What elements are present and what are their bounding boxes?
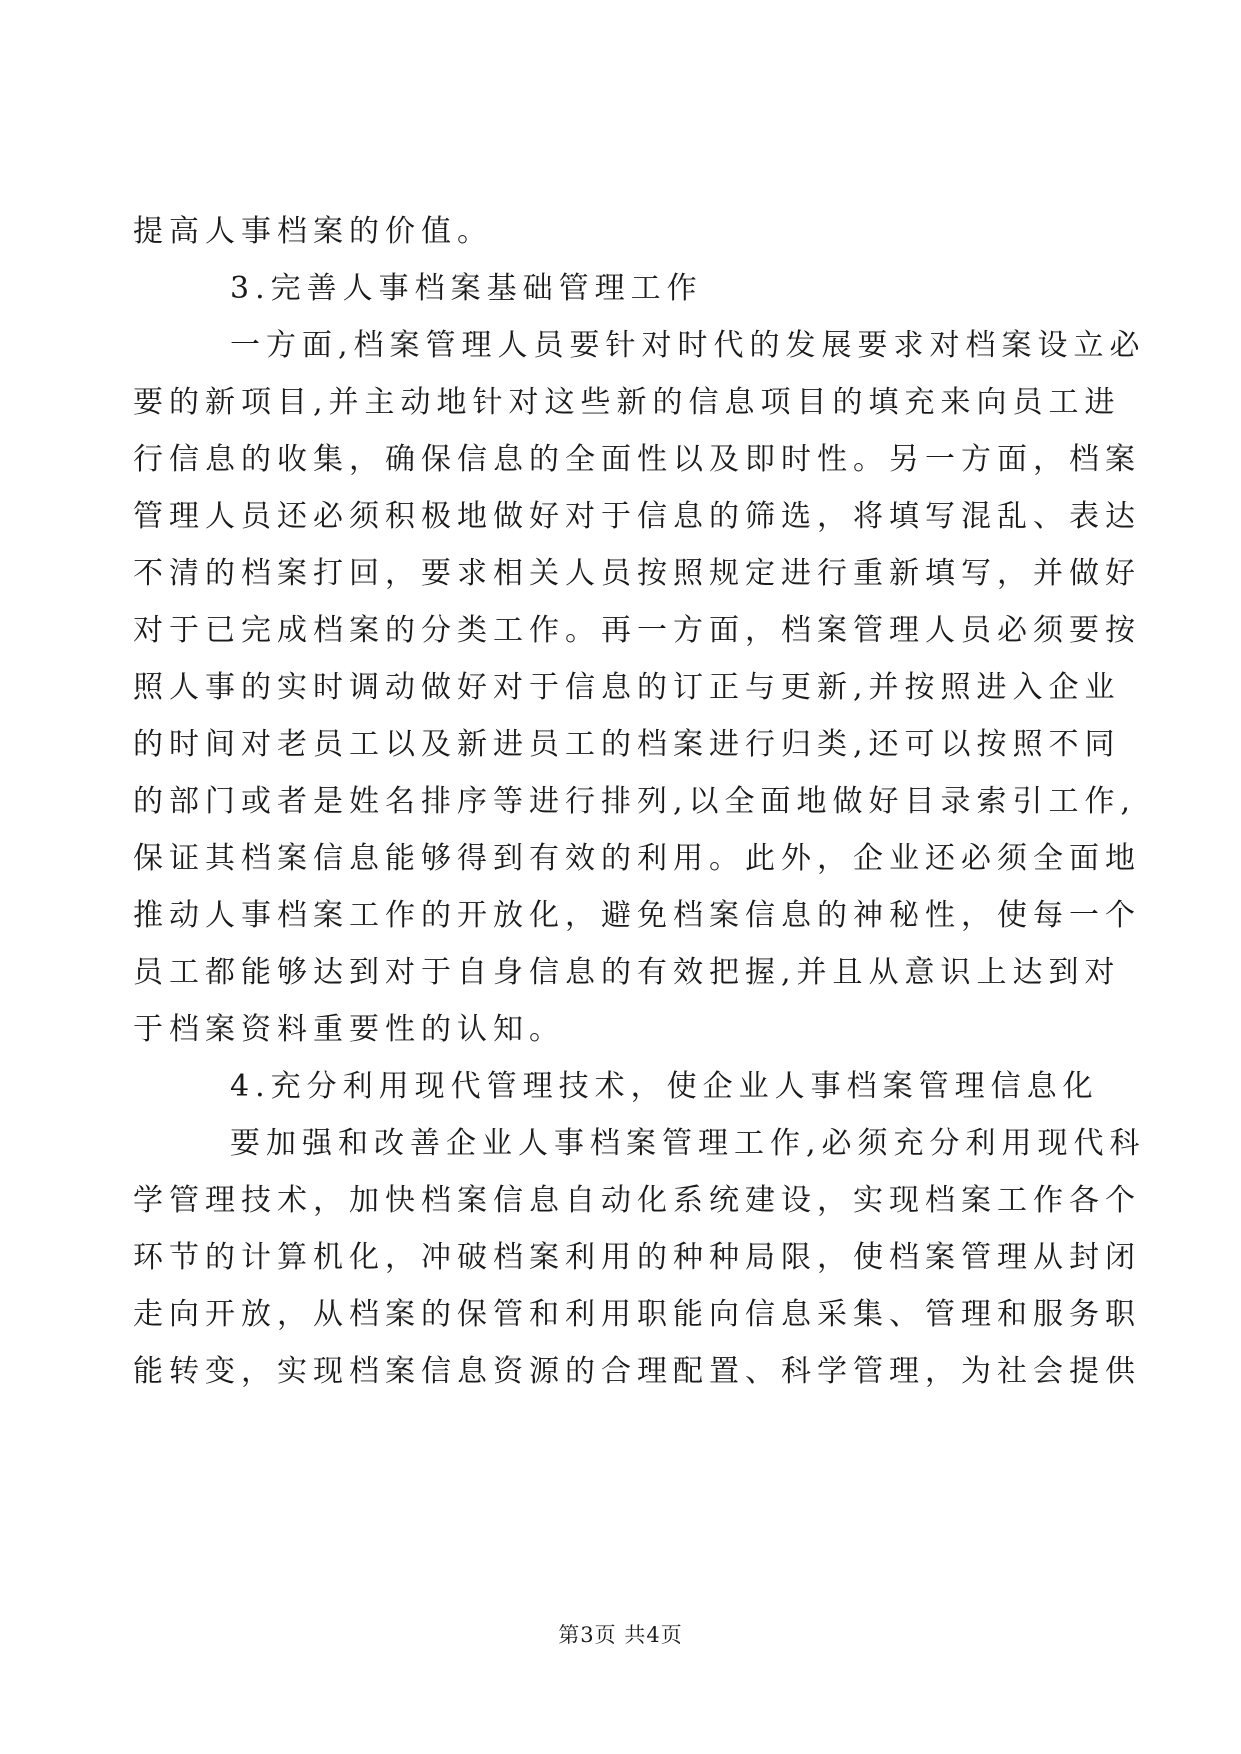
paragraph-line: 能转变，实现档案信息资源的合理配置、科学管理，为社会提供 xyxy=(133,1354,1141,1389)
paragraph-line: 要的新项目,并主动地针对这些新的信息项目的填充来向员工进 xyxy=(133,385,1121,420)
paragraph-line: 的时间对老员工以及新进员工的档案进行归类,还可以按照不同 xyxy=(133,727,1121,762)
paragraph-line: 于档案资料重要性的认知。 xyxy=(133,1012,565,1047)
paragraph-line: 一方面,档案管理人员要针对时代的发展要求对档案设立必 xyxy=(230,328,1146,363)
paragraph-line: 员工都能够达到对于自身信息的有效把握,并且从意识上达到对 xyxy=(133,955,1121,990)
paragraph-line: 对于已完成档案的分类工作。再一方面，档案管理人员必须要按 xyxy=(133,613,1141,648)
paragraph-line: 不清的档案打回，要求相关人员按照规定进行重新填写，并做好 xyxy=(133,556,1141,591)
paragraph-line: 行信息的收集，确保信息的全面性以及即时性。另一方面，档案 xyxy=(133,442,1141,477)
paragraph-line: 管理人员还必须积极地做好对于信息的筛选，将填写混乱、表达 xyxy=(133,499,1141,534)
paragraph-line: 的部门或者是姓名排序等进行排列,以全面地做好目录索引工作, xyxy=(133,784,1137,819)
paragraph-line: 要加强和改善企业人事档案管理工作,必须充分利用现代科 xyxy=(230,1126,1146,1161)
paragraph-line: 保证其档案信息能够得到有效的利用。此外，企业还必须全面地 xyxy=(133,841,1141,876)
paragraph-line: 照人事的实时调动做好对于信息的订正与更新,并按照进入企业 xyxy=(133,670,1121,705)
paragraph-line: 学管理技术，加快档案信息自动化系统建设，实现档案工作各个 xyxy=(133,1183,1141,1218)
paragraph-line: 推动人事档案工作的开放化，避免档案信息的神秘性，使每一个 xyxy=(133,898,1141,933)
page-number-footer: 第3页 共4页 xyxy=(558,1623,683,1647)
text-line: 提高人事档案的价值。 xyxy=(133,214,493,249)
paragraph-line: 走向开放，从档案的保管和利用职能向信息采集、管理和服务职 xyxy=(133,1297,1141,1332)
section-heading: 3.完善人事档案基础管理工作 xyxy=(230,271,703,306)
section-heading: 4.充分利用现代管理技术，使企业人事档案管理信息化 xyxy=(230,1069,1099,1104)
paragraph-line: 环节的计算机化，冲破档案利用的种种局限，使档案管理从封闭 xyxy=(133,1240,1141,1275)
